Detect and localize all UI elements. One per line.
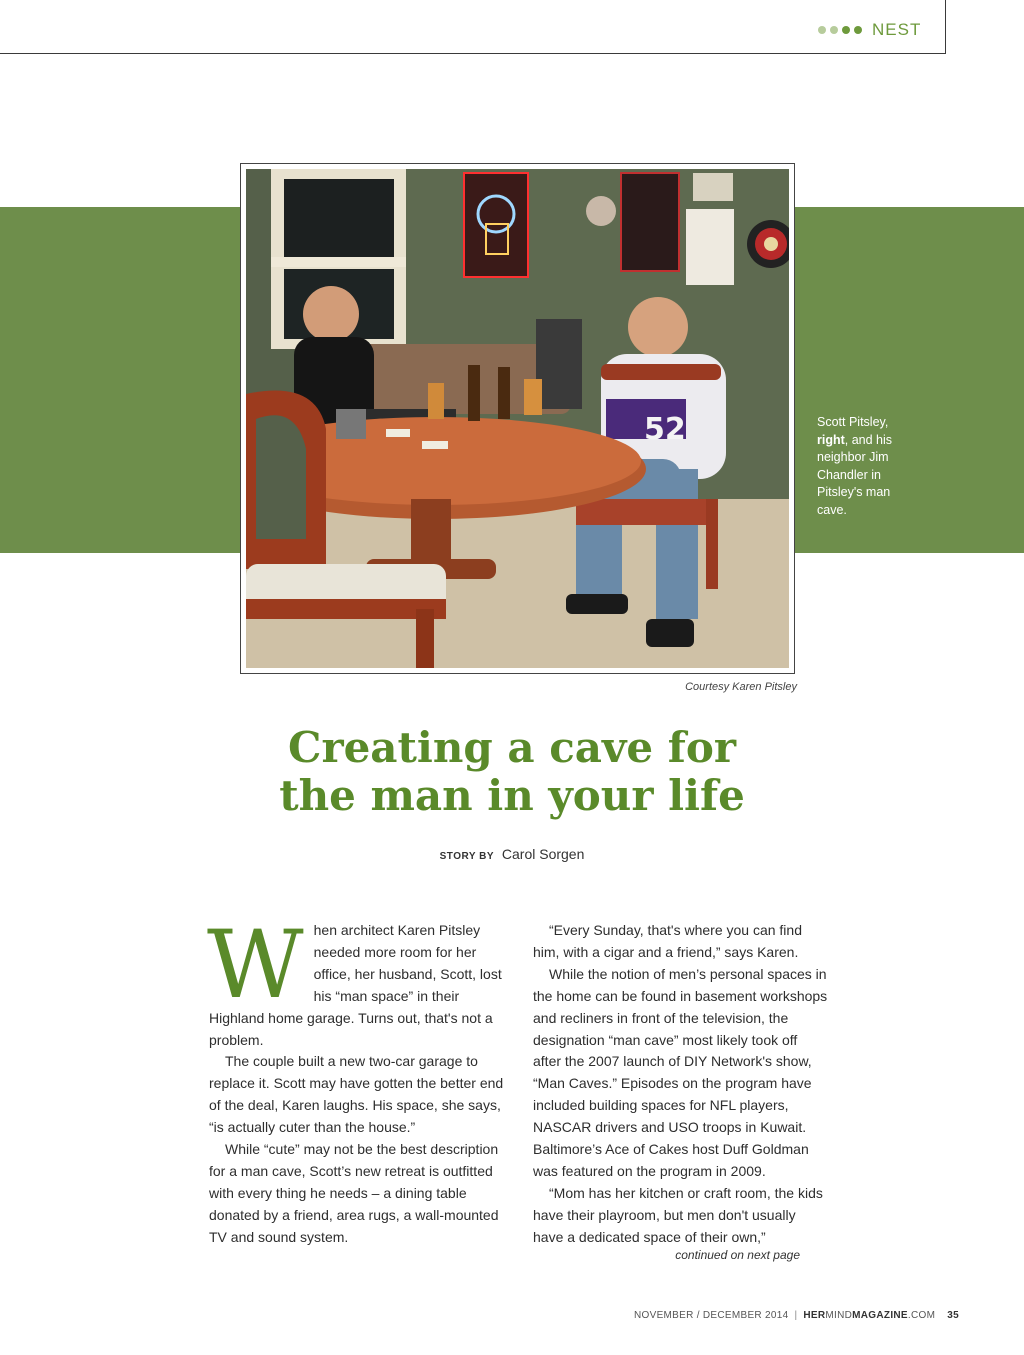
caption-text-bold: right — [817, 432, 845, 447]
section-dot-icon — [854, 26, 862, 34]
header-rule — [0, 53, 946, 54]
drop-cap: W — [207, 911, 304, 1020]
site-name-part: .COM — [907, 1310, 936, 1321]
section-tag — [818, 20, 921, 40]
footer-separator: | — [794, 1310, 798, 1321]
article-paragraph: The couple built a new two-car garage to replace it. Scott may have gotten the better end of the deal, Karen laughs. His space, she says, “is actually cuter than the house.” — [209, 1053, 504, 1136]
article-paragraph: While the notion of men’s personal spaces in the home can be found in basement workshops and recliners in front of the television, the designation “man cave” most likely took off after the 2007 launch of DIY Network's show, “Man Caves.” Episodes on the program have included building spaces for NFL players, NASCAR drivers and USO troops in Kuwait. Baltimore’s Ace of Cakes host Duff Goldman was featured on the program in 2009. — [533, 965, 828, 1179]
article-column-right — [533, 920, 829, 1249]
paragraph-text: hen architect Karen Pitsley needed more room for her office, her husband, Scott, lost his “man space” in their Highland home garage. Turns out, that's not a problem. — [209, 922, 502, 1048]
page-footer — [634, 1310, 964, 1321]
continued-note: continued on next page — [675, 1248, 800, 1262]
title-line: Creating a cave for — [288, 723, 736, 772]
jersey-number: 52 — [644, 412, 686, 447]
article-title — [200, 724, 824, 820]
caption-text-pre: Scott Pitsley, — [817, 415, 889, 429]
article-paragraph: “Every Sunday, that's where you can find him, with a cigar and a friend,” says Karen. — [533, 922, 802, 960]
section-label: NEST — [872, 20, 922, 39]
title-line: the man in your life — [279, 771, 745, 820]
site-name-part: MAGAZINE — [852, 1310, 908, 1321]
header-divider — [945, 0, 946, 54]
site-name-part: HER — [803, 1310, 826, 1321]
photo-caption — [817, 414, 917, 519]
man-cave-photo — [246, 169, 789, 668]
article-paragraph — [207, 911, 505, 1051]
caption-text-post: , and his neighbor Jim Chandler in Pitsley's man cave. — [817, 432, 893, 517]
issue-date: NOVEMBER / DECEMBER 2014 — [634, 1310, 789, 1321]
photo-credit: Courtesy Karen Pitsley — [685, 681, 797, 693]
site-name-part: MIND — [825, 1310, 853, 1321]
byline-author: Carol Sorgen — [501, 846, 585, 862]
article-paragraph: While “cute” may not be the best description for a man cave, Scott’s new retreat is outfitted with every thing he needs – a dining table donated by a friend, area rugs, a wall-mounted TV and sound system. — [209, 1141, 499, 1245]
article-column-left — [207, 911, 505, 1249]
section-dot-icon — [842, 26, 850, 34]
article-paragraph: “Mom has her kitchen or craft room, the kids have their playroom, but men don't usually have a dedicated space of their own,” — [533, 1184, 823, 1245]
photo-frame — [240, 163, 795, 674]
section-dot-icon — [818, 26, 826, 34]
page-number: 35 — [947, 1310, 959, 1321]
man-cave-illustration — [246, 169, 789, 668]
byline-label: STORY BY — [439, 851, 494, 862]
byline — [200, 846, 824, 862]
section-dot-icon — [830, 26, 838, 34]
